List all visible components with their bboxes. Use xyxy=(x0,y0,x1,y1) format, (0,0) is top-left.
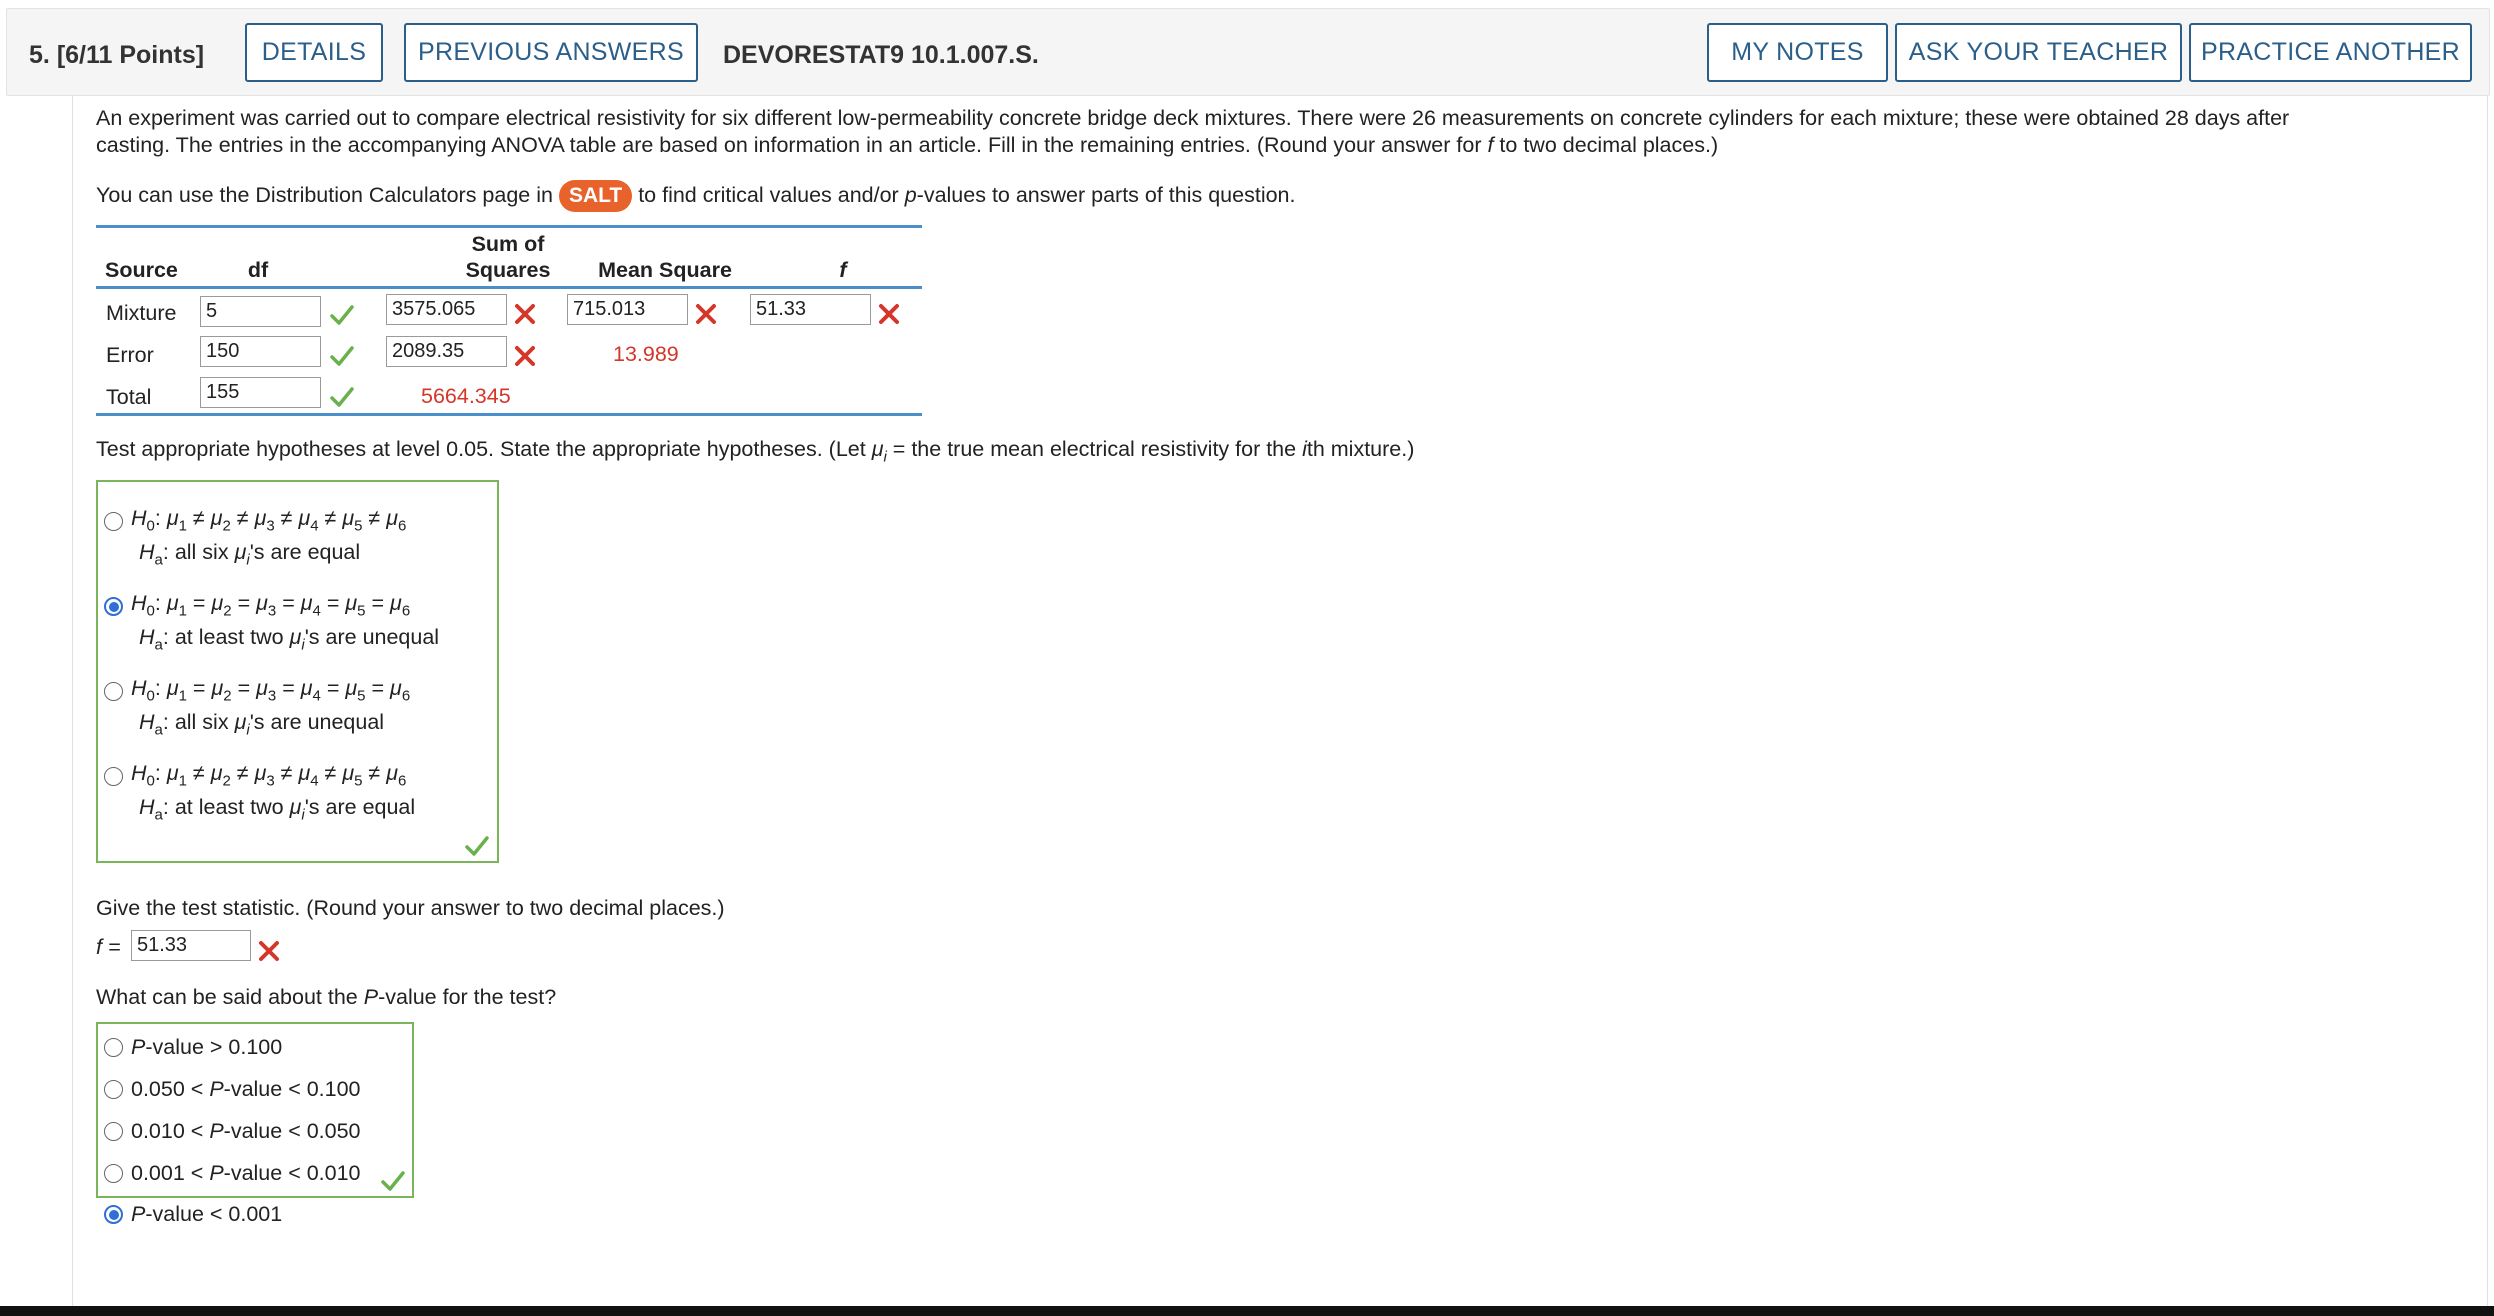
previous-answers-button[interactable]: PREVIOUS ANSWERS xyxy=(404,23,698,82)
salt-text xyxy=(96,180,1296,212)
hypotheses-prompt xyxy=(96,435,1414,471)
question-header xyxy=(6,8,2490,96)
pvalue-radio-5[interactable] xyxy=(104,1205,123,1224)
pvalue-option-label-1: P-value > 0.100 xyxy=(131,1035,283,1059)
pvalue-option-label-3: 0.010 < P-value < 0.050 xyxy=(131,1119,361,1143)
hypothesis-h0-1: $H_0$: $\mu_1 \ne \mu_2 \ne \mu_3 \ne \mu_4 \ne \mu_5 \ne \mu_6$ xyxy=(131,506,407,535)
hypothesis-radio-2[interactable] xyxy=(104,597,123,616)
header-source: Source xyxy=(105,258,178,282)
pvalue-radio-3[interactable] xyxy=(104,1122,123,1141)
pvalue-radio-1[interactable] xyxy=(104,1038,123,1057)
header-ss-line1: Sum of xyxy=(471,232,545,256)
x-mark-icon xyxy=(874,299,904,329)
bottom-dark-strip xyxy=(0,1306,2494,1316)
test-stat-input[interactable]: 51.33 xyxy=(131,930,251,961)
question-number-value: 5. xyxy=(29,41,50,69)
intro-line2-a: casting. The entries in the accompanying ANOVA table are based on information in an article. Fill in the remaining entries. (Round your answer for xyxy=(96,133,1488,157)
intro-line2-b: to two decimal places.) xyxy=(1493,133,1719,157)
df-error-input[interactable]: 150 xyxy=(200,336,321,367)
question-code: DEVORESTAT9 10.1.007.S. xyxy=(723,41,1039,69)
hypotheses-prompt-i: i xyxy=(883,448,887,466)
check-icon xyxy=(327,382,357,412)
salt-text-post-b: -values to answer parts of this question. xyxy=(916,183,1296,207)
pvalue-prompt-b: -value for the test? xyxy=(378,985,557,1009)
table-header-rule xyxy=(96,286,922,289)
hypothesis-h0-4: $H_0$: $\mu_1 \ne \mu_2 \ne \mu_3 \ne \mu_4 \ne \mu_5 \ne \mu_6$ xyxy=(131,761,407,790)
f-mixture-input[interactable]: 51.33 xyxy=(750,294,871,325)
hypothesis-ha-2: $H_a$: at least two $\mu_i's$ are unequal xyxy=(139,625,440,654)
table-bottom-rule xyxy=(96,413,922,416)
pvalue-option-label-4: 0.001 < P-value < 0.010 xyxy=(131,1161,361,1185)
row-source-error: Error xyxy=(106,343,154,367)
ss-error-input[interactable]: 2089.35 xyxy=(386,336,507,367)
check-icon xyxy=(327,300,357,330)
pvalue-radio-4[interactable] xyxy=(104,1164,123,1183)
hypothesis-ha-1: $H_a$: all six $\mu_i's$ are equal xyxy=(139,540,361,569)
header-ss-line2: Squares xyxy=(465,258,551,282)
question-points: [6/11 Points] xyxy=(56,41,205,69)
hypothesis-radio-3[interactable] xyxy=(104,682,123,701)
hypothesis-ha-3: $H_a$: all six $\mu_i's$ are unequal xyxy=(139,710,385,739)
table-top-rule xyxy=(96,225,922,228)
salt-text-p: p xyxy=(904,183,917,207)
ask-your-teacher-button[interactable]: ASK YOUR TEACHER xyxy=(1895,23,2182,82)
test-stat-label: f = xyxy=(96,935,121,959)
header-f: f xyxy=(839,258,847,282)
salt-text-post-a: to find critical values and/or xyxy=(632,183,905,207)
x-mark-icon xyxy=(510,341,540,371)
x-mark-icon xyxy=(691,299,721,329)
ss-total-value: 5664.345 xyxy=(421,384,511,408)
row-source-mixture: Mixture xyxy=(106,301,177,325)
intro-text-line1: An experiment was carried out to compare electrical resistivity for six different low-permeability concrete bridge deck mixtures. There were 26 measurements on concrete cylinders for each mixture; these were obtained 28 days after xyxy=(96,106,2290,130)
question-number xyxy=(29,41,204,70)
check-icon xyxy=(378,1166,408,1196)
hypotheses-prompt-mu: μ xyxy=(871,437,884,461)
details-button[interactable]: DETAILS xyxy=(245,23,383,82)
check-icon xyxy=(462,831,492,861)
intro-line2-f: f xyxy=(1487,133,1494,157)
check-icon xyxy=(327,341,357,371)
hypothesis-ha-4: $H_a$: at least two $\mu_i's$ are equal xyxy=(139,795,416,824)
question-body xyxy=(72,96,2488,1316)
test-stat-prompt: Give the test statistic. (Round your answer to two decimal places.) xyxy=(96,896,725,920)
salt-link[interactable]: SALT xyxy=(559,180,632,212)
df-total-input[interactable]: 155 xyxy=(200,377,321,408)
ss-mixture-input[interactable]: 3575.065 xyxy=(386,294,507,325)
x-mark-icon xyxy=(510,299,540,329)
hypotheses-prompt-b: = the true mean electrical resistivity for the xyxy=(886,437,1303,461)
pvalue-prompt-p: P xyxy=(363,985,379,1009)
hypotheses-prompt-c: th mixture.) xyxy=(1306,437,1415,461)
ms-error-value: 13.989 xyxy=(613,342,679,366)
intro-text-line2 xyxy=(96,131,1718,159)
header-mean-square: Mean Square xyxy=(598,258,732,282)
hypothesis-radio-1[interactable] xyxy=(104,512,123,531)
x-mark-icon xyxy=(254,936,284,966)
row-source-total: Total xyxy=(106,385,152,409)
hypotheses-prompt-a: Test appropriate hypotheses at level 0.05. State the appropriate hypotheses. (Let xyxy=(96,437,872,461)
hypothesis-h0-3: $H_0$: $\mu_1 = \mu_2 = \mu_3 = \mu_4 = \mu_5 = \mu_6$ xyxy=(131,676,411,705)
pvalue-option-label-2: 0.050 < P-value < 0.100 xyxy=(131,1077,361,1101)
pvalue-option-label-5: P-value < 0.001 xyxy=(131,1202,283,1226)
header-df: df xyxy=(247,258,269,282)
hypotheses-prompt-ith: i xyxy=(1302,437,1307,461)
df-mixture-input[interactable]: 5 xyxy=(200,296,321,327)
hypothesis-h0-2: $H_0$: $\mu_1 = \mu_2 = \mu_3 = \mu_4 = \mu_5 = \mu_6$ xyxy=(131,591,411,620)
ms-mixture-input[interactable]: 715.013 xyxy=(567,294,688,325)
hypothesis-radio-4[interactable] xyxy=(104,767,123,786)
my-notes-button[interactable]: MY NOTES xyxy=(1707,23,1888,82)
pvalue-prompt xyxy=(96,983,556,1011)
practice-another-button[interactable]: PRACTICE ANOTHER xyxy=(2189,23,2472,82)
salt-text-pre: You can use the Distribution Calculators page in xyxy=(96,183,559,207)
pvalue-prompt-a: What can be said about the xyxy=(96,985,364,1009)
pvalue-radio-2[interactable] xyxy=(104,1080,123,1099)
